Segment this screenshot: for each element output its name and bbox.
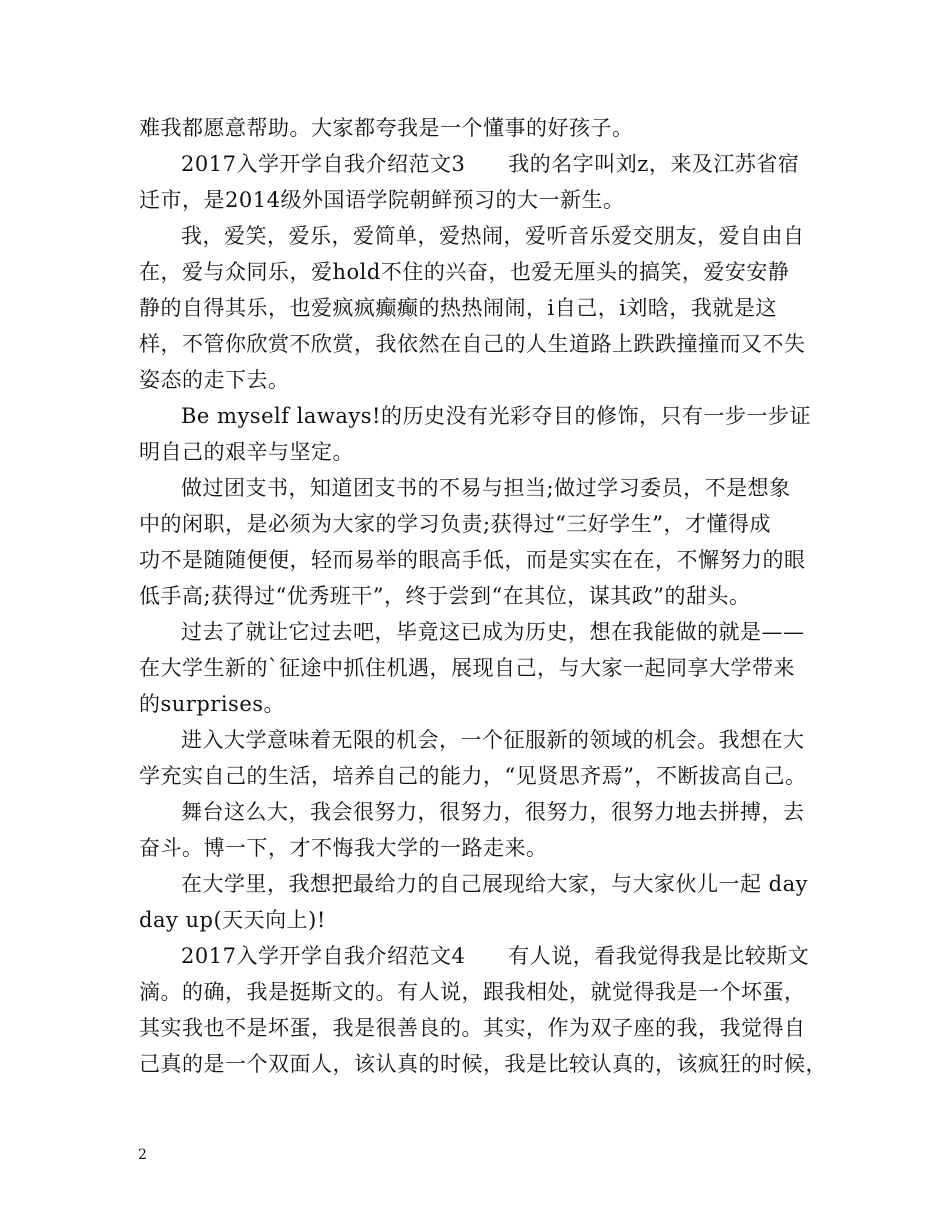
text-line: 2017入学开学自我介绍范文4 有人说，看我觉得我是比较斯文 [181, 944, 810, 968]
text-line: day up(天天向上)! [139, 908, 326, 932]
text-line: 舞台这么大，我会很努力，很努力，很努力，很努力地去拼搏，去 [181, 800, 805, 824]
text-line: 中的闲职，是必须为大家的学习负责;获得过“三好学生”，才懂得成 [139, 512, 772, 536]
text-line: 其实我也不是坏蛋，我是很善良的。其实，作为双子座的我，我觉得自 [139, 1016, 806, 1040]
text-line: 过去了就让它过去吧，毕竟这已成为历史，想在我能做的就是—— [181, 620, 805, 644]
text-line: 在，爱与众同乐，爱hold不住的兴奋，也爱无厘头的搞笑，爱安安静 [139, 260, 790, 284]
page-number: 2 [138, 1147, 147, 1163]
text-line: 明自己的艰辛与坚定。 [139, 440, 354, 464]
text-line: 的surprises。 [139, 692, 286, 716]
text-line: 在大学里，我想把最给力的自己展现给大家，与大家伙儿一起 day [181, 872, 808, 896]
text-line: 学充实自己的生活，培养自己的能力，“见贤思齐焉”，不断拔高自己。 [139, 764, 807, 788]
text-line: Be myself laways!的历史没有光彩夺目的修饰，只有一步一步证 [181, 404, 811, 428]
text-line: 做过团支书，知道团支书的不易与担当;做过学习委员，不是想象 [181, 476, 791, 500]
text-line: 低手高;获得过“优秀班干”，终于尝到“在其位，谋其政”的甜头。 [139, 584, 751, 608]
text-line: 迁市，是2014级外国语学院朝鲜预习的大一新生。 [139, 188, 625, 212]
text-line: 样，不管你欣赏不欣赏，我依然在自己的人生道路上跌跌撞撞而又不失 [139, 332, 806, 356]
text-line: 滴。的确，我是挺斯文的。有人说，跟我相处，就觉得我是一个坏蛋， [139, 980, 806, 1004]
text-line: 难我都愿意帮助。大家都夸我是一个懂事的好孩子。 [139, 116, 634, 140]
text-line: 功不是随随便便，轻而易举的眼高手低，而是实实在在，不懈努力的眼 [139, 548, 806, 572]
text-line: 姿态的走下去。 [139, 368, 290, 392]
text-line: 我，爱笑，爱乐，爱简单，爱热闹，爱听音乐爱交朋友，爱自由自 [181, 224, 805, 248]
text-line: 奋斗。博一下，才不悔我大学的一路走来。 [139, 836, 548, 860]
text-line: 己真的是一个双面人，该认真的时候，我是比较认真的，该疯狂的时候， [139, 1052, 827, 1076]
text-line: 进入大学意味着无限的机会，一个征服新的领域的机会。我想在大 [181, 728, 805, 752]
text-line: 静的自得其乐，也爱疯疯癫癫的热热闹闹，i自己，i刘晗，我就是这 [139, 296, 777, 320]
text-line: 在大学生新的`征途中抓住机遇，展现自己，与大家一起同享大学带来 [139, 656, 795, 680]
text-line: 2017入学开学自我介绍范文3 我的名字叫刘z，来及江苏省宿 [181, 152, 800, 176]
